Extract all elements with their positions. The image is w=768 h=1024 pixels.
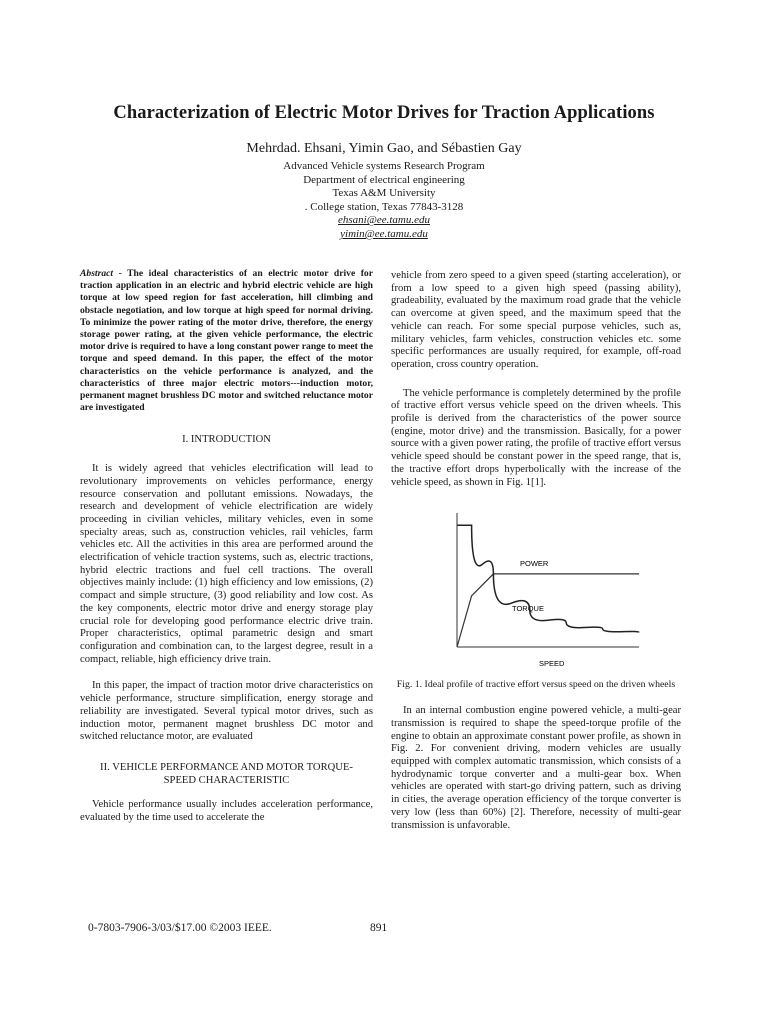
paragraph: The vehicle performance is completely determined by the profile of tractive effort versus vehicle speed on the driven wheels. This profile is derived from the characteristics of the power source (engine, motor drive) and the transmission. Basically, for a power source with a given power rating, the profile of tractive effort versus vehicle speed should be constant power in the speed range, that is, the tractive effort drops hyperbolically with the increase of the vehicle speed, as shown in Fig. 1[1]. [391,387,681,488]
abstract-lead: Abstract [80,268,114,279]
affiliation-line: Department of electrical engineering [303,173,465,186]
figure-caption: Fig. 1. Ideal profile of tractive effort versus speed on the driven wheels [396,679,676,691]
paragraph: In this paper, the impact of traction motor drive characteristics on vehicle performance, structure simplification, energy storage and reliability are investigated. Several typical motor drives, such as induction motor, permanent magnet brushless DC motor and switched reluctance motor, are evaluated [80,680,373,743]
figure-1 [391,509,681,679]
torque-label: TORQUE [512,604,544,614]
affiliation-block [0,160,768,242]
paper-title: Characterization of Electric Motor Drives for Traction Applications [113,103,655,123]
right-column [391,270,681,832]
section-heading-vehicle-performance: II. VEHICLE PERFORMANCE AND MOTOR TORQUE-SPEED CHARACTERISTIC [100,761,353,786]
abstract [80,268,373,414]
affiliation-line: . College station, Texas 77843-3128 [304,200,464,213]
author-list: Mehrdad. Ehsani, Yimin Gao, and Sébastien Gay [246,141,522,156]
paragraph: It is widely agreed that vehicles electrification will lead to revolutionary improvements on vehicles performance, energy resource conservation and pollutant emissions. Nowadays, the research and development of vehicle electrification are widely proceeding in civilian vehicles, military vehicles, even in some specialty areas, such as, construction vehicles, rail vehicles, farm vehicles etc. All the activities in this area are performed around the electrification of vehicle traction systems, such as, electric tractions, hybrid electric tractions and fuel cell tractions. The overall objectives mainly include: (1) high efficiency and low emissions, (2) compact and simple structure, (3) good reliability and low cost. As the key components, electric motor drive and energy storage play crucial role for developing good performance electric drive train. Proper characteristics, optimal parametric design and smart configuration and combination can, to the largest degree, result in a compact, reliable, high efficiency drive train. [80,463,373,665]
power-label: POWER [520,559,549,569]
copyright-notice: 0-7803-7906-3/03/$17.00 ©2003 IEEE. [88,922,272,934]
tractive-effort-chart [391,509,681,679]
email-link[interactable]: ehsani@ee.tamu.edu [338,214,430,227]
left-column [80,268,373,825]
paragraph: In an internal combustion engine powered vehicle, a multi-gear transmission is required to shape the speed-torque profile of the engine to obtain an approximate constant power profile, as shown in Fig. 2. For convenient driving, modern vehicles are usually equipped with complex automatic transmission, which consists of a hydrodynamic torque converter and a multi-gear box. When vehicles are operated with start-go driving pattern, such as driving in cities, the average operation efficiency of the torque converter is very low (less than 60%) [2]. Therefore, necessity of multi-gear transmission is unfavorable. [391,705,681,831]
torque-curve [457,525,639,632]
power-curve [457,574,639,647]
section-heading-introduction: I. INTRODUCTION [182,434,271,446]
paragraph: vehicle from zero speed to a given speed (starting acceleration), or from a low speed to a given high speed (passing ability), gradeability, evaluated by the maximum road grade that the vehicle can overcome at given speed, and the maximum speed that the vehicle can reach. For some special purpose vehicles, such as, military vehicles, farm vehicles, construction vehicles etc. some specific performances are usually required, for example, off-road operation, cross country operation. [391,270,681,370]
page-number: 891 [370,922,388,934]
affiliation-line: Texas A&M University [332,187,436,200]
paragraph: Vehicle performance usually includes acceleration performance, evaluated by the time used to accelerate the [80,799,373,824]
affiliation-line: Advanced Vehicle systems Research Program [283,160,485,172]
abstract-text: - The ideal characteristics of an electric motor drive for traction application in an electric and hybrid electric vehicle are high torque at low speed region for fast acceleration, hill climbing and obstacle negotiation, and low torque at high speed for normal driving. To minimize the power rating of the motor drive, therefore, the energy storage power rating, at the given vehicle performance, the electric motor drive is required to have a long constant power range to meet the torque and speed demand. In this paper, the effect of the motor characteristics on the vehicle performance is analyzed, and the characteristics of three major electric motors---induction motor, permanent magnet brushless DC motor and switched reluctance motor are investigated [80,268,373,414]
email-link[interactable]: yimin@ee.tamu.edu [340,227,428,240]
x-axis-label: SPEED [539,659,565,669]
